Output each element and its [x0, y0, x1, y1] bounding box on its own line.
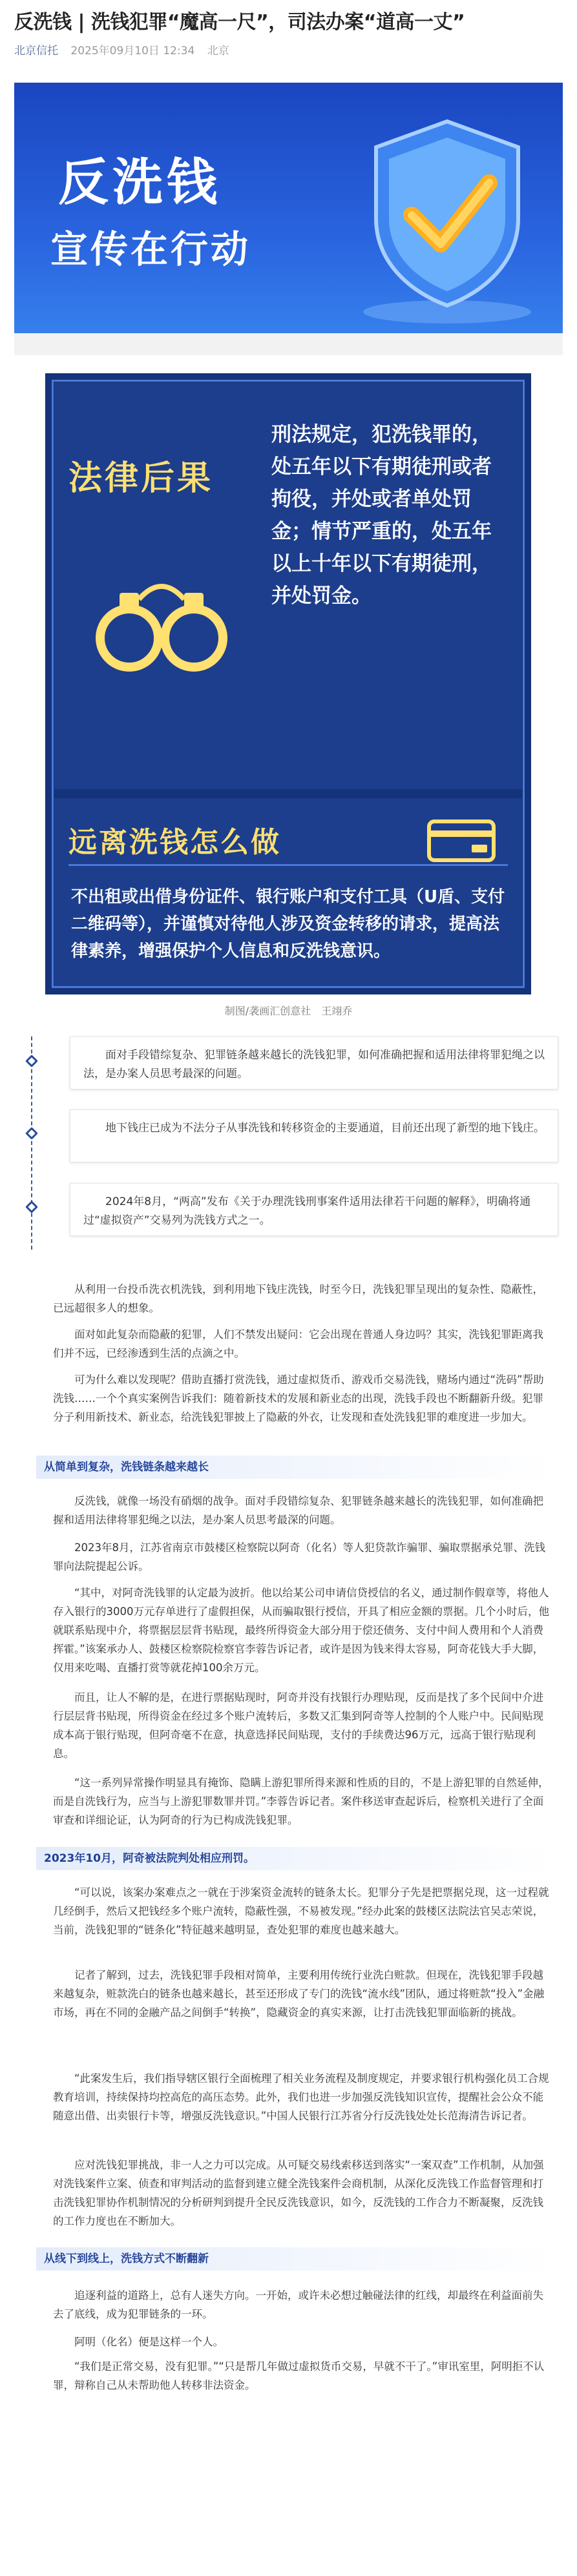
timeline-dot	[25, 1200, 38, 1213]
timeline-item: 面对手段错综复杂、犯罪链条越来越长的洗钱犯罪，如何准确把握和适用法律将罪犯绳之以法，是办案人员思考最深的问题。	[70, 1036, 558, 1089]
section-heading: 从简单到复杂，洗钱链条越来越长	[36, 1456, 553, 1479]
body-paragraph: “此案发生后，我们指导辖区银行全面梳理了相关业务流程及制度规定，并要求银行机构强化员工合规教育培训，持续保持均控高危的高压态势。此外，我们也进一步加强反洗钱知识宣传，提醒社会公众不能随意出借、出卖银行卡等，增强反洗钱意识。”中国人民银行江苏省分行反洗钱处处长范海清告诉记者。	[53, 2072, 549, 2122]
bank-card-icon	[426, 818, 498, 863]
handcuffs-icon	[90, 567, 233, 677]
body-paragraph: 应对洗钱犯罪挑战，非一人之力可以完成。从可疑交易线索移送到落实“一案双查”工作机制，从加强对洗钱案件立案、侦查和审判活动的监督到建立健全洗钱案件会商机制，从深化反洗钱工作监督管理和打击洗钱犯罪协作机制情况的分析研判到提升全民反洗钱意识，如今，反洗钱的工作合力不断凝聚，反洗钱的工作力度也在不断加大。	[53, 2159, 544, 2227]
article-meta	[14, 41, 229, 57]
timeline-dot	[25, 1055, 38, 1067]
body-paragraph: “这一系列异常操作明显具有掩饰、隐瞒上游犯罪所得来源和性质的目的，不是上游犯罪的自然延伸，而是自洗钱行为，应当与上游犯罪数罪并罚。”李蓉告诉记者。案件移送审查起诉后，检察机关进行了全面审查和详细论证，认为阿奇的行为已构成洗钱犯罪。	[53, 1777, 549, 1826]
body-paragraph: 记者了解到，过去，洗钱犯罪手段相对简单，主要利用传统行业洗白赃款。但现在，洗钱犯罪手段越来越复杂，赃款洗白的链条也越来越长，甚至还形成了专门的洗钱“流水线”团队，通过将赃款“投入”金融市场，再在不同的金融产品之间倒手“转换”，隐藏资金的真实来源，让打击洗钱犯罪面临新的挑战。	[53, 1969, 545, 2019]
timeline-item: 2024年8月，“两高”发布《关于办理洗钱刑事案件适用法律若干问题的解释》，明确将通过“虚拟资产”交易列为洗钱方式之一。	[70, 1183, 558, 1236]
body-paragraph: 而且，让人不解的是，在进行票据贴现时，阿奇并没有找银行办理贴现，反而是找了多个民间中介进行层层背书贴现，所得资金在经过多个账户流转后，多数又汇集到阿奇等人控制的个人账户中。民间贴现成本高于银行贴现，但阿奇毫不在意，执意选择民间贴现，支付的手续费达96万元，远高于银行贴现利息。	[53, 1691, 543, 1760]
body-paragraph: 面对如此复杂而隐蔽的犯罪，人们不禁发出疑问：它会出现在普通人身边吗？其实，洗钱犯罪距离我们并不远，已经渗透到生活的点滴之中。	[53, 1328, 543, 1359]
banner-title-line1: 反洗钱	[58, 154, 222, 212]
body-paragraph: 反洗钱，就像一场没有硝烟的战争。面对手段错综复杂、犯罪链条越来越长的洗钱犯罪，如何准确把握和适用法律将罪犯绳之以法，是办案人员思考最深的问题。	[53, 1495, 543, 1526]
legal-consequence-text: 刑法规定，犯洗钱罪的，处五年以下有期徒刑或者拘役，并处或者单处罚金；情节严重的，处五年以上十年以下有期徒刑，并处罚金。	[271, 423, 492, 608]
timeline-dot	[25, 1127, 38, 1140]
body-paragraph: “可以说，该案办案难点之一就在于涉案资金流转的链条太长。犯罪分子先是把票据兑现，这一过程就几经倒手，然后又把钱经多个账户流转，隐蔽性强，不易被发现。”经办此案的鼓楼区法院法官吴志荣说，当前，洗钱犯罪的“链条化”特征越来越明显，查处犯罪的难度也越来越大。	[53, 1886, 549, 1936]
body-paragraph: “我们是正常交易，没有犯罪。”“只是帮几年做过虚拟货币交易，早就不干了。”审讯室里，阿明拒不认罪，辩称自己从未帮助他人转移非法资金。	[53, 2360, 545, 2391]
article-title: 反洗钱 | 洗钱犯罪“魔高一尺”，司法办案“道高一丈”	[14, 11, 465, 34]
image-caption: 制图/袭画汇创意社 王翊乔	[224, 1005, 353, 1017]
section-heading: 从线下到线上，洗钱方式不断翻新	[36, 2247, 553, 2271]
body-paragraph: 2023年8月，江苏省南京市鼓楼区检察院以阿奇（化名）等人犯贷款诈骗罪、骗取票据承兑罪、洗钱罪向法院提起公诉。	[53, 1541, 545, 1572]
publish-date: 2025年09月10日 12:34	[70, 45, 195, 57]
legal-consequence-title: 法律后果	[68, 459, 214, 498]
banner-footer-bar	[14, 333, 563, 355]
body-paragraph: 从利用一台投币洗衣机洗钱，到利用地下钱庄洗钱，时至今日，洗钱犯罪呈现出的复杂性、隐蔽性，已远超很多人的想象。	[53, 1283, 543, 1314]
infographic-image	[45, 373, 531, 994]
publish-location: 北京	[207, 45, 229, 57]
body-paragraph: 可为什么难以发现呢？借助直播打赏洗钱，通过虚拟货币、游戏币交易洗钱，赌场内通过“洗码”帮助洗钱……一个个真实案例告诉我们：随着新技术的发展和新业态的出现，洗钱手段也不断翻新升级。犯罪分子利用新技术、新业态，给洗钱犯罪披上了隐蔽的外衣，让发现和查处洗钱犯罪的难度进一步加大。	[53, 1374, 544, 1423]
banner-title-line2: 宣传在行动	[50, 227, 251, 271]
how-to-avoid-title: 远离洗钱怎么做	[68, 826, 281, 859]
body-paragraph: 阿明（化名）便是这样一个人。	[74, 2336, 224, 2348]
timeline-item: 地下钱庄已成为不法分子从事洗钱和转移资金的主要通道，目前还出现了新型的地下钱庄。	[70, 1109, 558, 1162]
section-divider	[68, 864, 508, 866]
source-account-link[interactable]: 北京信托	[14, 45, 58, 57]
shield-check-icon	[350, 108, 544, 328]
banner-image	[14, 83, 563, 355]
body-paragraph: “其中，对阿奇洗钱罪的认定最为波折。他以给某公司申请信贷授信的名义，通过制作假章等，将他人存入银行的3000万元存单进行了虚假担保，从而骗取银行授信，开具了相应金额的票据。几个小时后，他就联系贴现中介，将票据层层背书贴现，最终所得资金大部分用于偿还债务、支付中间人费用和个人消费挥霍。”该案承办人、鼓楼区检察院检察官李蓉告诉记者，或许是因为钱来得太容易，阿奇花钱大手大脚，仅用来吃喝、直播打赏等就花掉100余万元。	[53, 1587, 549, 1674]
body-paragraph: 追逐利益的道路上，总有人迷失方向。一开始，或许未必想过触碰法律的红线，却最终在利益面前失去了底线，成为犯罪链条的一环。	[53, 2289, 543, 2320]
section-heading: 2023年10月，阿奇被法院判处相应刑罚。	[36, 1847, 553, 1870]
how-to-avoid-text: 不出租或出借身份证件、银行账户和支付工具（U盾、支付二维码等），并谨慎对待他人涉及资金转移的请求，提高法律素养，增强保护个人信息和反洗钱意识。	[71, 887, 505, 961]
timeline-line	[31, 1036, 32, 1250]
